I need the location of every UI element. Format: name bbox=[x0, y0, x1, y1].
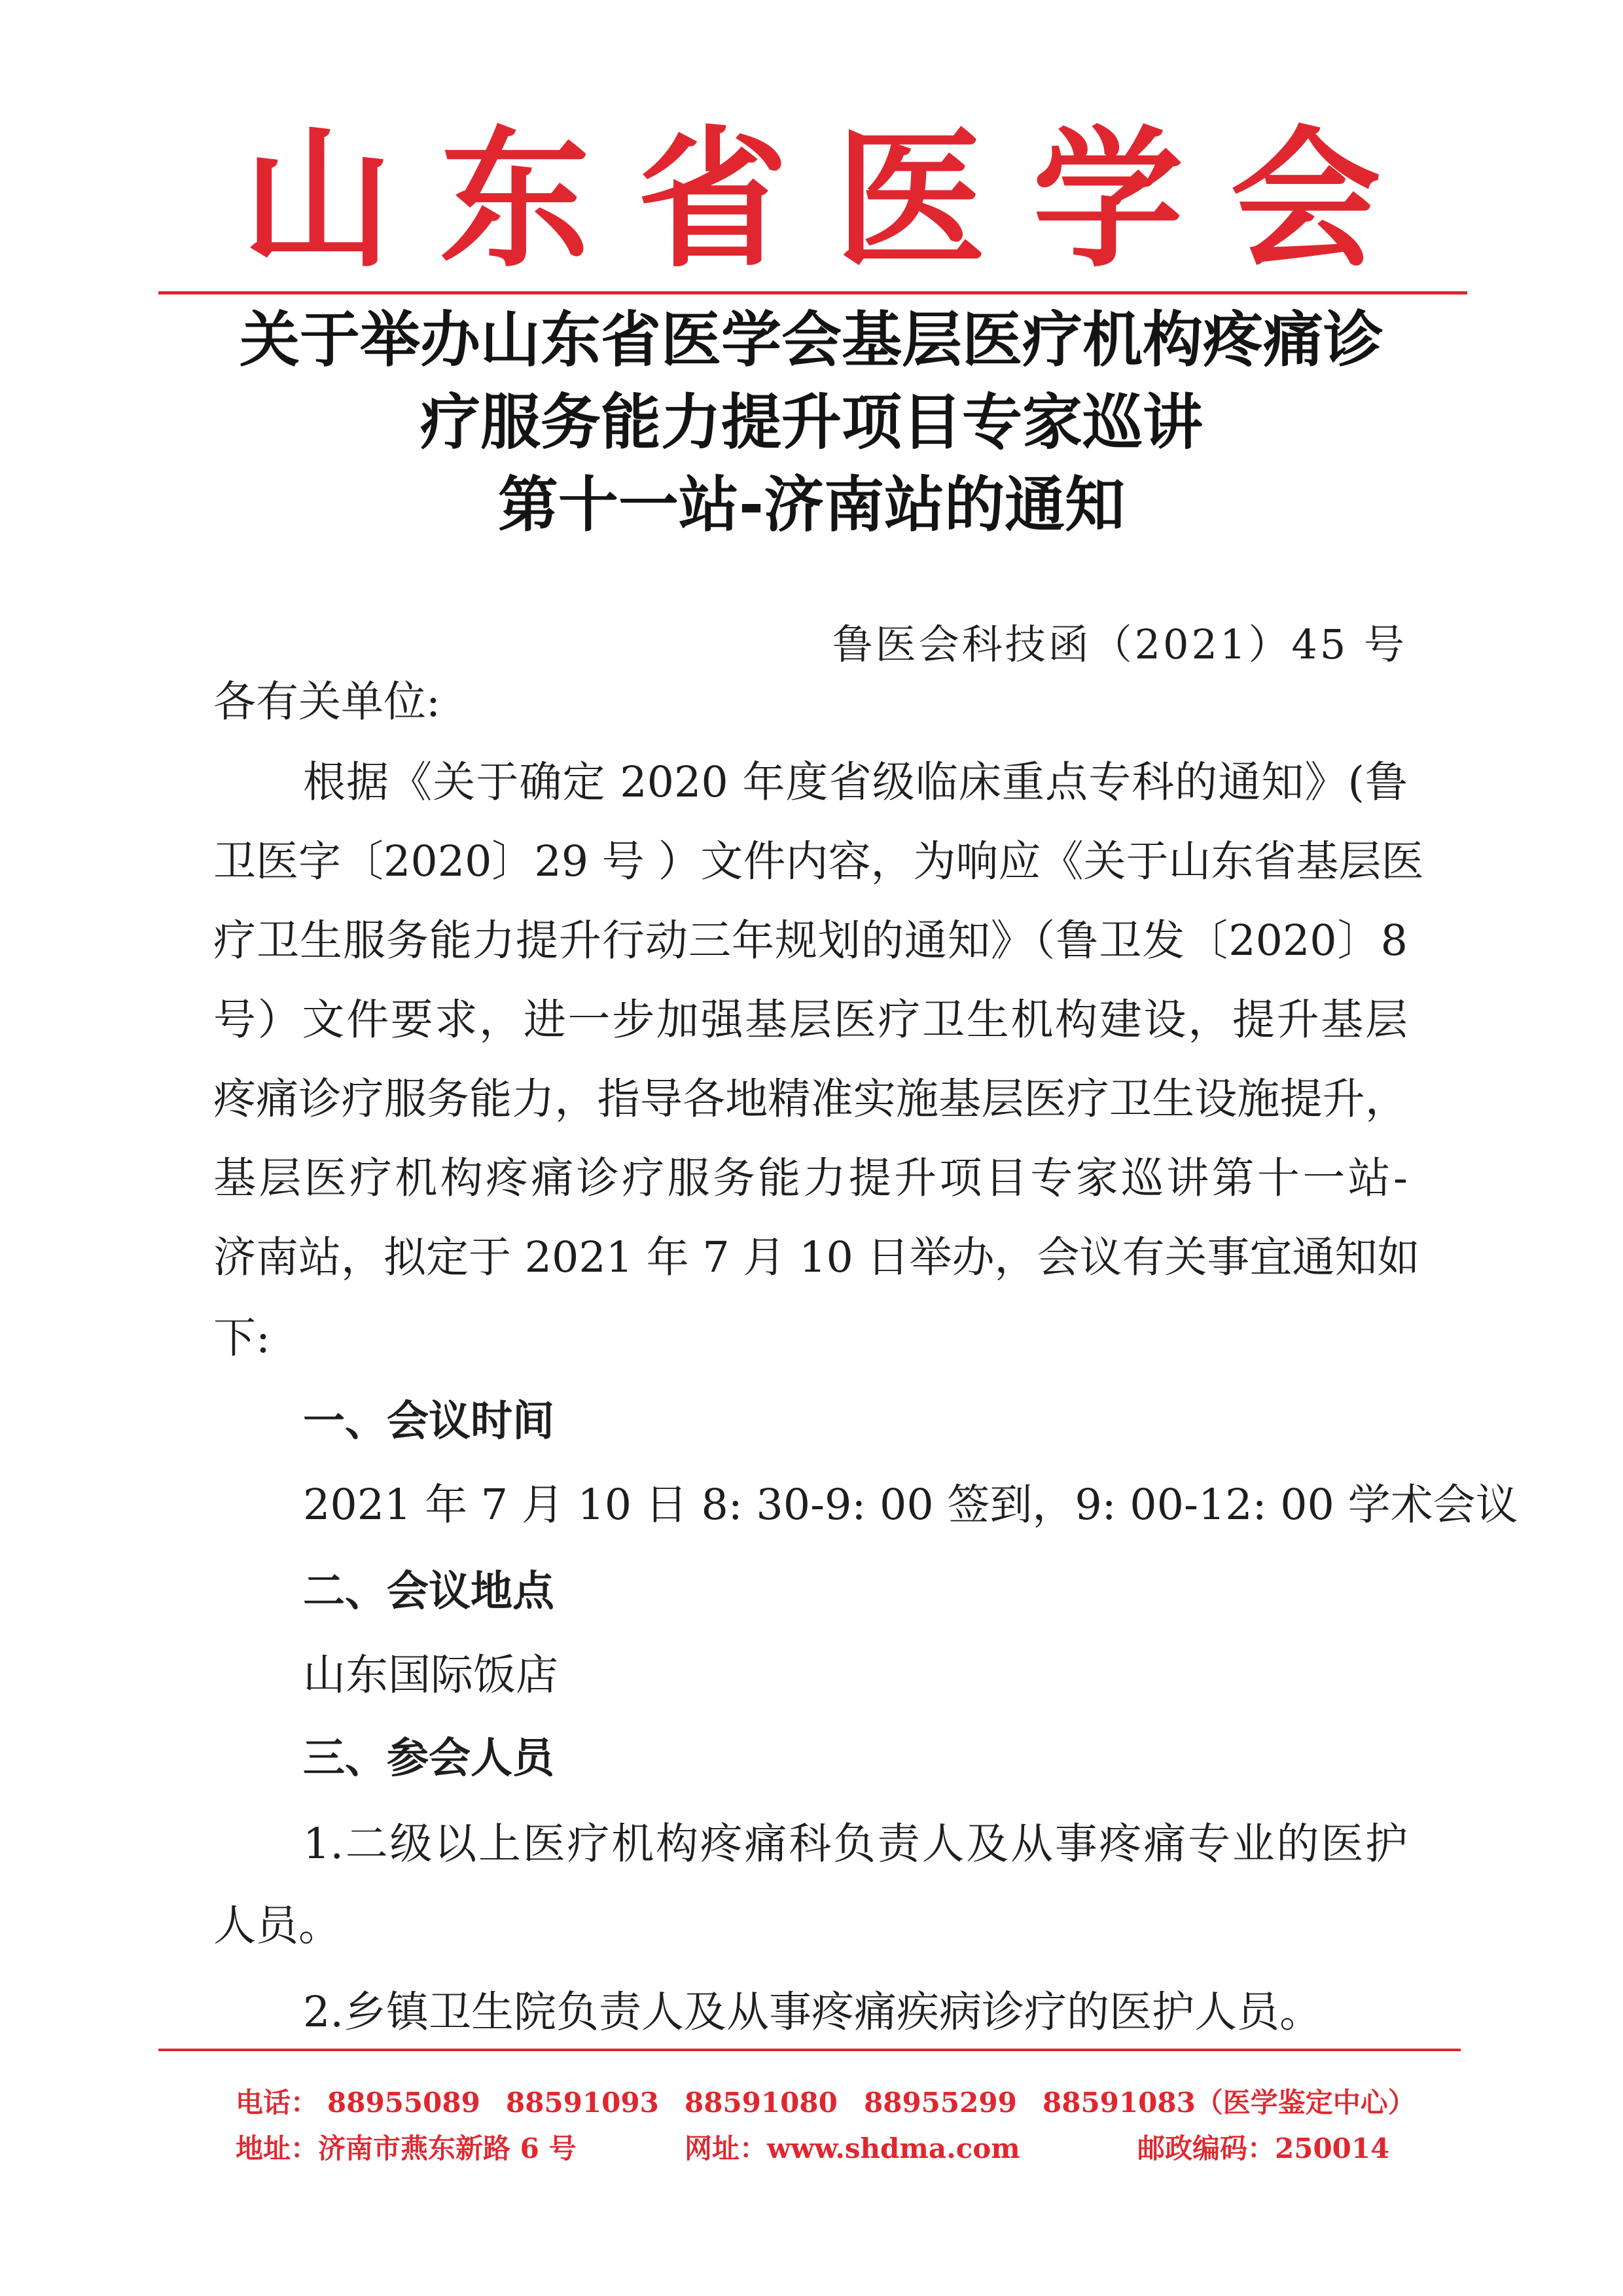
footer-phone-3: 88591080 bbox=[685, 2087, 838, 2119]
attendees-item-1: 1.二级以上医疗机构疼痛科负责人及从事疼痛专业的医护 bbox=[303, 1820, 1408, 1869]
footer-address: 地址：济南市燕东新路 6 号 bbox=[236, 2132, 577, 2164]
letterhead-divider bbox=[158, 291, 1467, 295]
body-line-2: 卫医字〔2020〕29 号 ）文件内容，为响应《关于山东省基层医 bbox=[213, 837, 1424, 886]
footer-postcode: 邮政编码：250014 bbox=[1137, 2132, 1390, 2164]
footer-phone-1: 88955089 bbox=[327, 2087, 480, 2119]
body-line-7: 济南站，拟定于 2021 年 7 月 10 日举办，会议有关事宜通知如 bbox=[213, 1233, 1420, 1282]
body-line-4: 号）文件要求，进一步加强基层医疗卫生机构建设，提升基层 bbox=[213, 996, 1408, 1045]
body-line-3: 疗卫生服务能力提升行动三年规划的通知》（鲁卫发〔2020〕8 bbox=[213, 916, 1408, 965]
attendees-item-2: 2.乡镇卫生院负责人及从事疼痛疾病诊疗的医护人员。 bbox=[303, 1988, 1323, 2037]
salutation: 各有关单位: bbox=[213, 677, 440, 726]
meeting-time-text: 2021 年 7 月 10 日 8: 30-9: 00 签到，9: 00-12: 00 学术会议 bbox=[303, 1480, 1518, 1530]
body-line-1: 根据《关于确定 2020 年度省级临床重点专科的通知》(鲁 bbox=[303, 758, 1408, 807]
meeting-location-text: 山东国际饭店 bbox=[303, 1651, 559, 1700]
body-line-5: 疼痛诊疗服务能力，指导各地精准实施基层医疗卫生设施提升， bbox=[213, 1075, 1408, 1124]
footer-phone-2: 88591093 bbox=[506, 2087, 659, 2119]
section-heading-attendees: 三、参会人员 bbox=[303, 1734, 554, 1783]
body-line-6: 基层医疗机构疼痛诊疗服务能力提升项目专家巡讲第十一站- bbox=[213, 1154, 1408, 1203]
notice-title-line-3: 第十一站-济南站的通知 bbox=[497, 470, 1126, 540]
attendees-item-1-cont: 人员。 bbox=[213, 1901, 342, 1950]
footer-phone-5: 88591083（医学鉴定中心） bbox=[1043, 2087, 1416, 2119]
footer-phone-label: 电话： bbox=[236, 2087, 319, 2119]
letterhead-org-name: 山东省医学会 bbox=[241, 111, 1428, 288]
notice-title-line-2: 疗服务能力提升项目专家巡讲 bbox=[419, 387, 1203, 457]
footer-divider bbox=[158, 2049, 1461, 2051]
section-heading-time: 一、会议时间 bbox=[303, 1397, 554, 1446]
section-heading-location: 二、会议地点 bbox=[303, 1568, 554, 1616]
body-line-8: 下: bbox=[213, 1314, 270, 1363]
footer-phone-4: 88955299 bbox=[864, 2087, 1017, 2119]
notice-title-line-1: 关于举办山东省医学会基层医疗机构疼痛诊 bbox=[239, 305, 1383, 375]
document-number: 鲁医会科技函（2021）45 号 bbox=[832, 620, 1407, 668]
footer-website: 网址：www.shdma.com bbox=[685, 2132, 1020, 2164]
